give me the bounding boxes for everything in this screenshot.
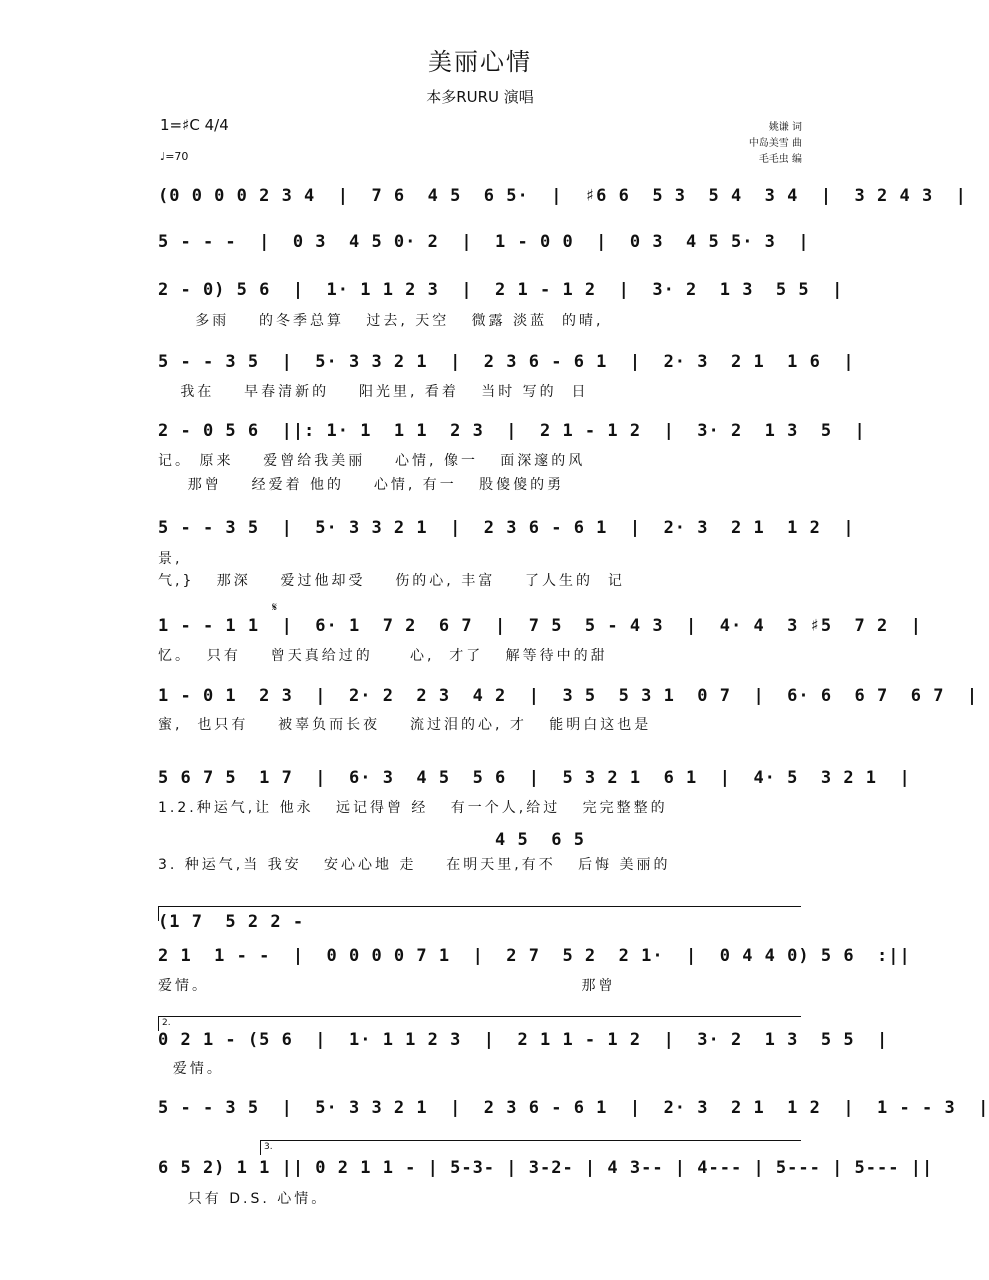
- lyrics-row-6b: 气,} 那深 爱过他却受 伤的心, 丰富 了人生的 记: [158, 573, 625, 589]
- notation-row-7: 1 - - 1 1 | 6· 1 7 2 6 7 | 7 5 5 - 4 3 | 4· 4 3 ♯5 7 2 |: [158, 616, 922, 636]
- volta-label-2: 2.: [162, 1018, 171, 1028]
- notation-alt-9: 4 5 6 5: [158, 830, 585, 850]
- notation-alt-10: (1 7 5 2 2 -: [158, 912, 305, 932]
- lyrics-row-7: 忆。 只有 曾天真给过的 心, 才了 解等待中的甜: [158, 648, 608, 664]
- credits: [749, 120, 802, 168]
- notation-row-4: 5 - - 3 5 | 5· 3 3 2 1 | 2 3 6 - 6 1 | 2· 3 2 1 1 6 |: [158, 352, 855, 372]
- lyrics-row-9a: 1.2.种运气,让 他永 远记得曾 经 有一个人,给过 完完整整的: [158, 800, 668, 816]
- notation-row-6: 5 - - 3 5 | 5· 3 3 2 1 | 2 3 6 - 6 1 | 2· 3 2 1 1 2 |: [158, 518, 855, 538]
- volta-bracket-2: [158, 1016, 801, 1031]
- notation-row-13: 6 5 2) 1 1 || 0 2 1 1 - | 5-3- | 3-2- | 4 3-- | 4--- | 5--- | 5--- ||: [158, 1158, 934, 1178]
- notation-row-11: 0 2 1 - (5 6 | 1· 1 1 2 3 | 2 1 1 - 1 2 | 3· 2 1 3 5 5 |: [158, 1030, 889, 1050]
- segno-icon: 𝄋: [272, 600, 278, 614]
- lyrics-row-8: 蜜, 也只有 被辜负而长夜 流过泪的心, 才 能明白这也是: [158, 717, 652, 733]
- volta-bracket-3: [260, 1140, 801, 1155]
- notation-row-3: 2 - 0) 5 6 | 1· 1 1 2 3 | 2 1 - 1 2 | 3· 2 1 3 5 5 |: [158, 280, 844, 300]
- lyrics-row-13: 只有 D.S. 心情。: [158, 1191, 329, 1207]
- notation-row-2: 5 - - - | 0 3 4 5 0· 2 | 1 - 0 0 | 0 3 4 5 5· 3 |: [158, 232, 810, 252]
- volta-label-3: 3.: [264, 1142, 273, 1152]
- composer-credit: 中岛美雪 曲: [748, 138, 802, 149]
- key-signature: 1=♯C 4/4: [160, 116, 229, 134]
- notation-row-5: 2 - 0 5 6 ||: 1· 1 1 1 2 3 | 2 1 - 1 2 | 3· 2 1 3 5 |: [158, 421, 866, 441]
- notation-row-12: 5 - - 3 5 | 5· 3 3 2 1 | 2 3 6 - 6 1 | 2· 3 2 1 1 2 | 1 - - 3 |: [158, 1098, 989, 1118]
- lyrics-row-5a: 记。 原来 爱曾给我美丽 心情, 像一 面深邃的风: [158, 453, 586, 469]
- lyrics-row-4: 我在 早春清新的 阳光里, 看着 当时 写的 日: [158, 384, 589, 400]
- arranger-credit: 毛毛虫 编: [758, 154, 802, 165]
- notation-row-8: 1 - 0 1 2 3 | 2· 2 2 3 4 2 | 3 5 5 3 1 0 7 | 6· 6 6 7 6 7 |: [158, 686, 979, 706]
- lyrics-row-11: 爱情。: [158, 1061, 224, 1077]
- song-title: 美丽心情: [428, 48, 532, 76]
- lyrics-row-10: 爱情。 那曾: [158, 978, 616, 994]
- lyrics-row-5b: 那曾 经爱着 他的 心情, 有一 股傻傻的勇: [158, 477, 565, 493]
- lyricist-credit: 姚谦 词: [768, 122, 802, 133]
- notation-row-9: 5 6 7 5 1 7 | 6· 3 4 5 5 6 | 5 3 2 1 6 1 | 4· 5 3 2 1 |: [158, 768, 911, 788]
- singer-credit: 本多RURU 演唱: [426, 88, 534, 106]
- notation-row-10: 2 1 1 - - | 0 0 0 0 7 1 | 2 7 5 2 2 1· | 0 4 4 0) 5 6 :||: [158, 946, 911, 966]
- lyrics-row-6a: 景,: [158, 551, 183, 567]
- notation-row-1: (0 0 0 0 2 3 4 | 7 6 4 5 6 5· | ♯6 6 5 3 5 4 3 4 | 3 2 4 3 |: [158, 186, 967, 206]
- lyrics-row-3: 多雨 的冬季总算 过去, 天空 微露 淡蓝 的晴,: [158, 313, 604, 329]
- tempo-marking: ♩=70: [160, 150, 189, 163]
- lyrics-row-9b: 3. 种运气,当 我安 安心心地 走 在明天里,有不 后悔 美丽的: [158, 857, 671, 873]
